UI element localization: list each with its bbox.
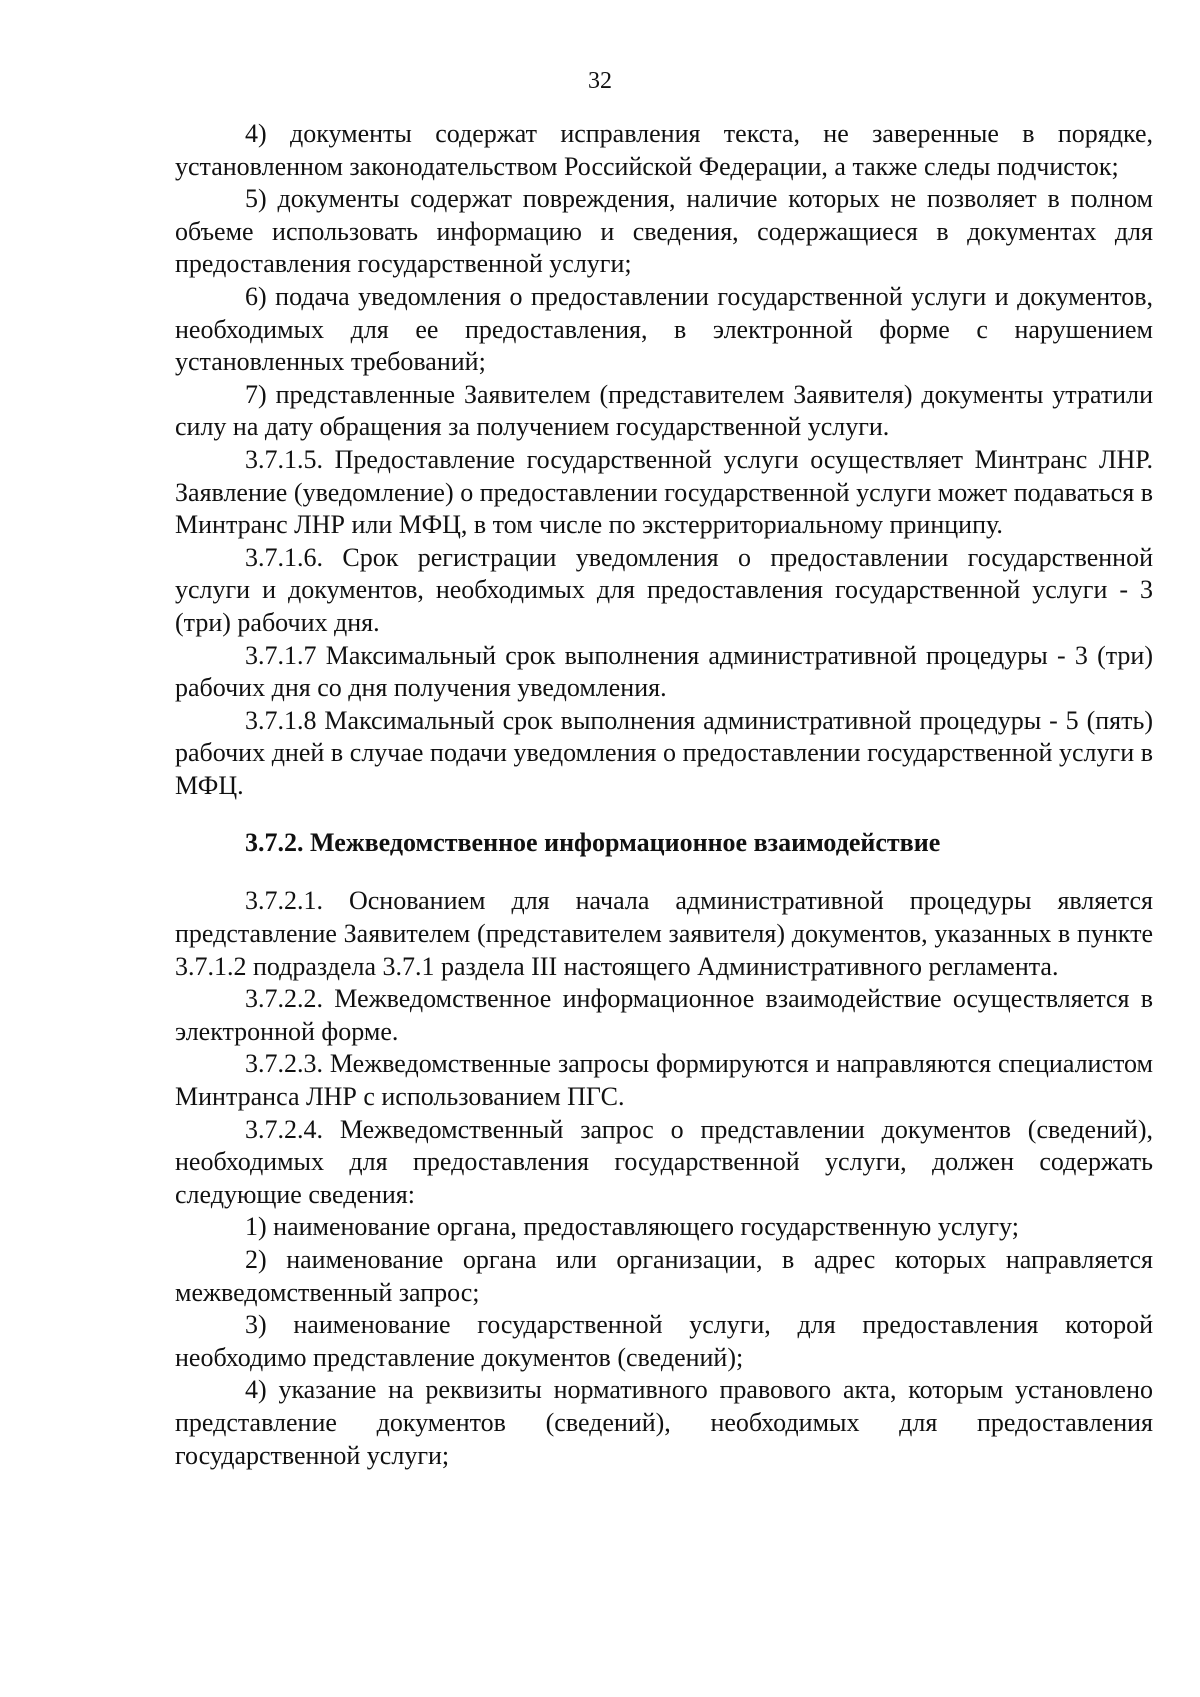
paragraph: 3.7.2.2. Межведомственное информационное взаимодействие осуществляется в электронной форме.: [175, 984, 1153, 1046]
paragraph: 3.7.2.1. Основанием для начала административной процедуры является представление Заявителем (представителем заявителя) документов, указанных в пункте 3.7.1.2 подраздела 3.7.1 раздела III настоящего Административного регламента.: [175, 886, 1153, 981]
paragraph: 3.7.1.5. Предоставление государственной услуги осуществляет Минтранс ЛНР. Заявление (уведомление) о предоставлении государственной услуги может подаваться в Минтранс ЛНР или МФЦ, в том числе по экстерриториальному принципу.: [175, 444, 1153, 540]
paragraph: 4) указание на реквизиты нормативного правового акта, которым установлено представление документов (сведений), необходимых для предоставления государственной услуги;: [175, 1375, 1153, 1470]
paragraph: 3.7.2.3. Межведомственные запросы формируются и направляются специалистом Минтранса ЛНР с использованием ПГС.: [175, 1049, 1153, 1112]
paragraph: 3.7.2.4. Межведомственный запрос о представлении документов (сведений), необходимых для предоставления государственной услуги, должен содержать следующие сведения:: [175, 1114, 1153, 1209]
paragraph: 2) наименование органа или организации, в адрес которых направляется межведомственный запрос;: [175, 1245, 1153, 1307]
paragraph: 3) наименование государственной услуги, для предоставления которой необходимо представление документов (сведений);: [175, 1310, 1153, 1372]
paragraph: 3.7.1.7 Максимальный срок выполнения административной процедуры - 3 (три) рабочих дня со дня получения уведомления.: [175, 640, 1153, 703]
paragraph: 1) наименование органа, предоставляющего государственную услугу;: [245, 1212, 1019, 1242]
paragraph: 6) подача уведомления о предоставлении государственной услуги и документов, необходимых для ее предоставления, в электронной форме с нарушением установленных требований;: [175, 281, 1153, 377]
paragraph: 7) представленные Заявителем (представителем Заявителя) документы утратили силу на дату обращения за получением государственной услуги.: [175, 379, 1153, 442]
document-body: [175, 118, 1153, 1472]
page-number: 32: [588, 68, 612, 94]
paragraph: 3.7.1.8 Максимальный срок выполнения административной процедуры - 5 (пять) рабочих дней в случае подачи уведомления о предоставлении государственной услуги в МФЦ.: [175, 705, 1153, 800]
paragraph: 4) документы содержат исправления текста, не заверенные в порядке, установленном законодательством Российской Федерации, а также следы подчисток;: [175, 119, 1153, 181]
paragraph: 3.7.1.6. Срок регистрации уведомления о предоставлении государственной услуги и документов, необходимых для предоставления государственной услуги - 3 (три) рабочих дня.: [175, 542, 1153, 637]
paragraph: 5) документы содержат повреждения, наличие которых не позволяет в полном объеме использовать информацию и сведения, содержащиеся в документах для предоставления государственной услуги;: [175, 184, 1153, 279]
section-heading: 3.7.2. Межведомственное информационное взаимодействие: [245, 828, 941, 858]
